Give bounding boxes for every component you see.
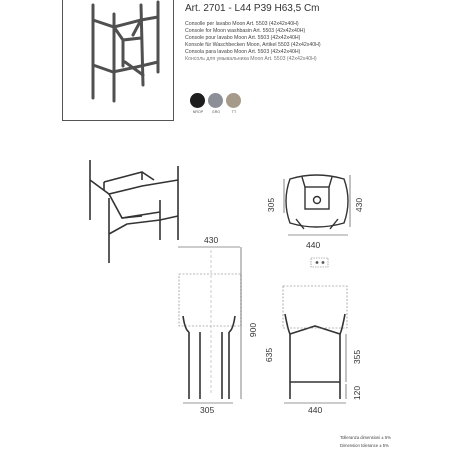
finish-swatch-grey[interactable] [208,93,223,108]
perspective-drawing [82,158,182,268]
description-it: Consolle per lavabo Moon Art. 5503 (42x42x40H) [185,21,299,27]
side-elevation-drawing [175,244,255,404]
tolerance-it: Tolleranza dimensioni ± 5% [340,435,391,440]
tolerance-en: Dimension tolerance ± 5% [340,443,389,448]
description-fr: Console pour lavabo Moon Art. 5503 (42x42x40H) [185,35,301,41]
description-en: Console for Moon washbasin Art. 5503 (42x42x40H) [185,28,306,34]
dim-side-635: 635 [264,347,274,363]
description-es: Consola para lavabo Moon Art. 5503 (42x42x40H) [185,49,301,55]
product-photo [62,0,174,121]
console-frame-photo [63,0,175,121]
top-view-drawing [278,173,358,233]
swatch-label-taupe: TT [231,110,237,114]
hole-detail [310,257,330,269]
front-elevation-drawing [280,286,350,406]
description-ru: Консоль для умывальника Moon Art. 5503 (42x42x40H) [185,56,317,62]
dim-front-355: 355 [352,349,362,365]
dim-side-900: 900 [248,322,258,338]
description-de: Konsole für Waschbecken Moon, Artikel 5503 (42x42x40H) [185,42,321,48]
dim-side-305: 305 [200,405,215,415]
dim-front-440: 440 [308,405,323,415]
swatch-label-grey: GRG [211,110,221,114]
finish-swatch-black[interactable] [190,93,205,108]
dim-top-view-440: 440 [306,240,321,250]
dim-side-430: 430 [204,235,219,245]
dim-top-view-430: 430 [354,197,364,213]
product-title: Art. 2701 - L44 P39 H63,5 Cm [185,3,320,14]
swatch-label-black: NROP [192,110,204,114]
dim-top-view-305: 305 [266,197,276,213]
dim-front-120: 120 [352,385,362,401]
finish-swatch-taupe[interactable] [226,93,241,108]
